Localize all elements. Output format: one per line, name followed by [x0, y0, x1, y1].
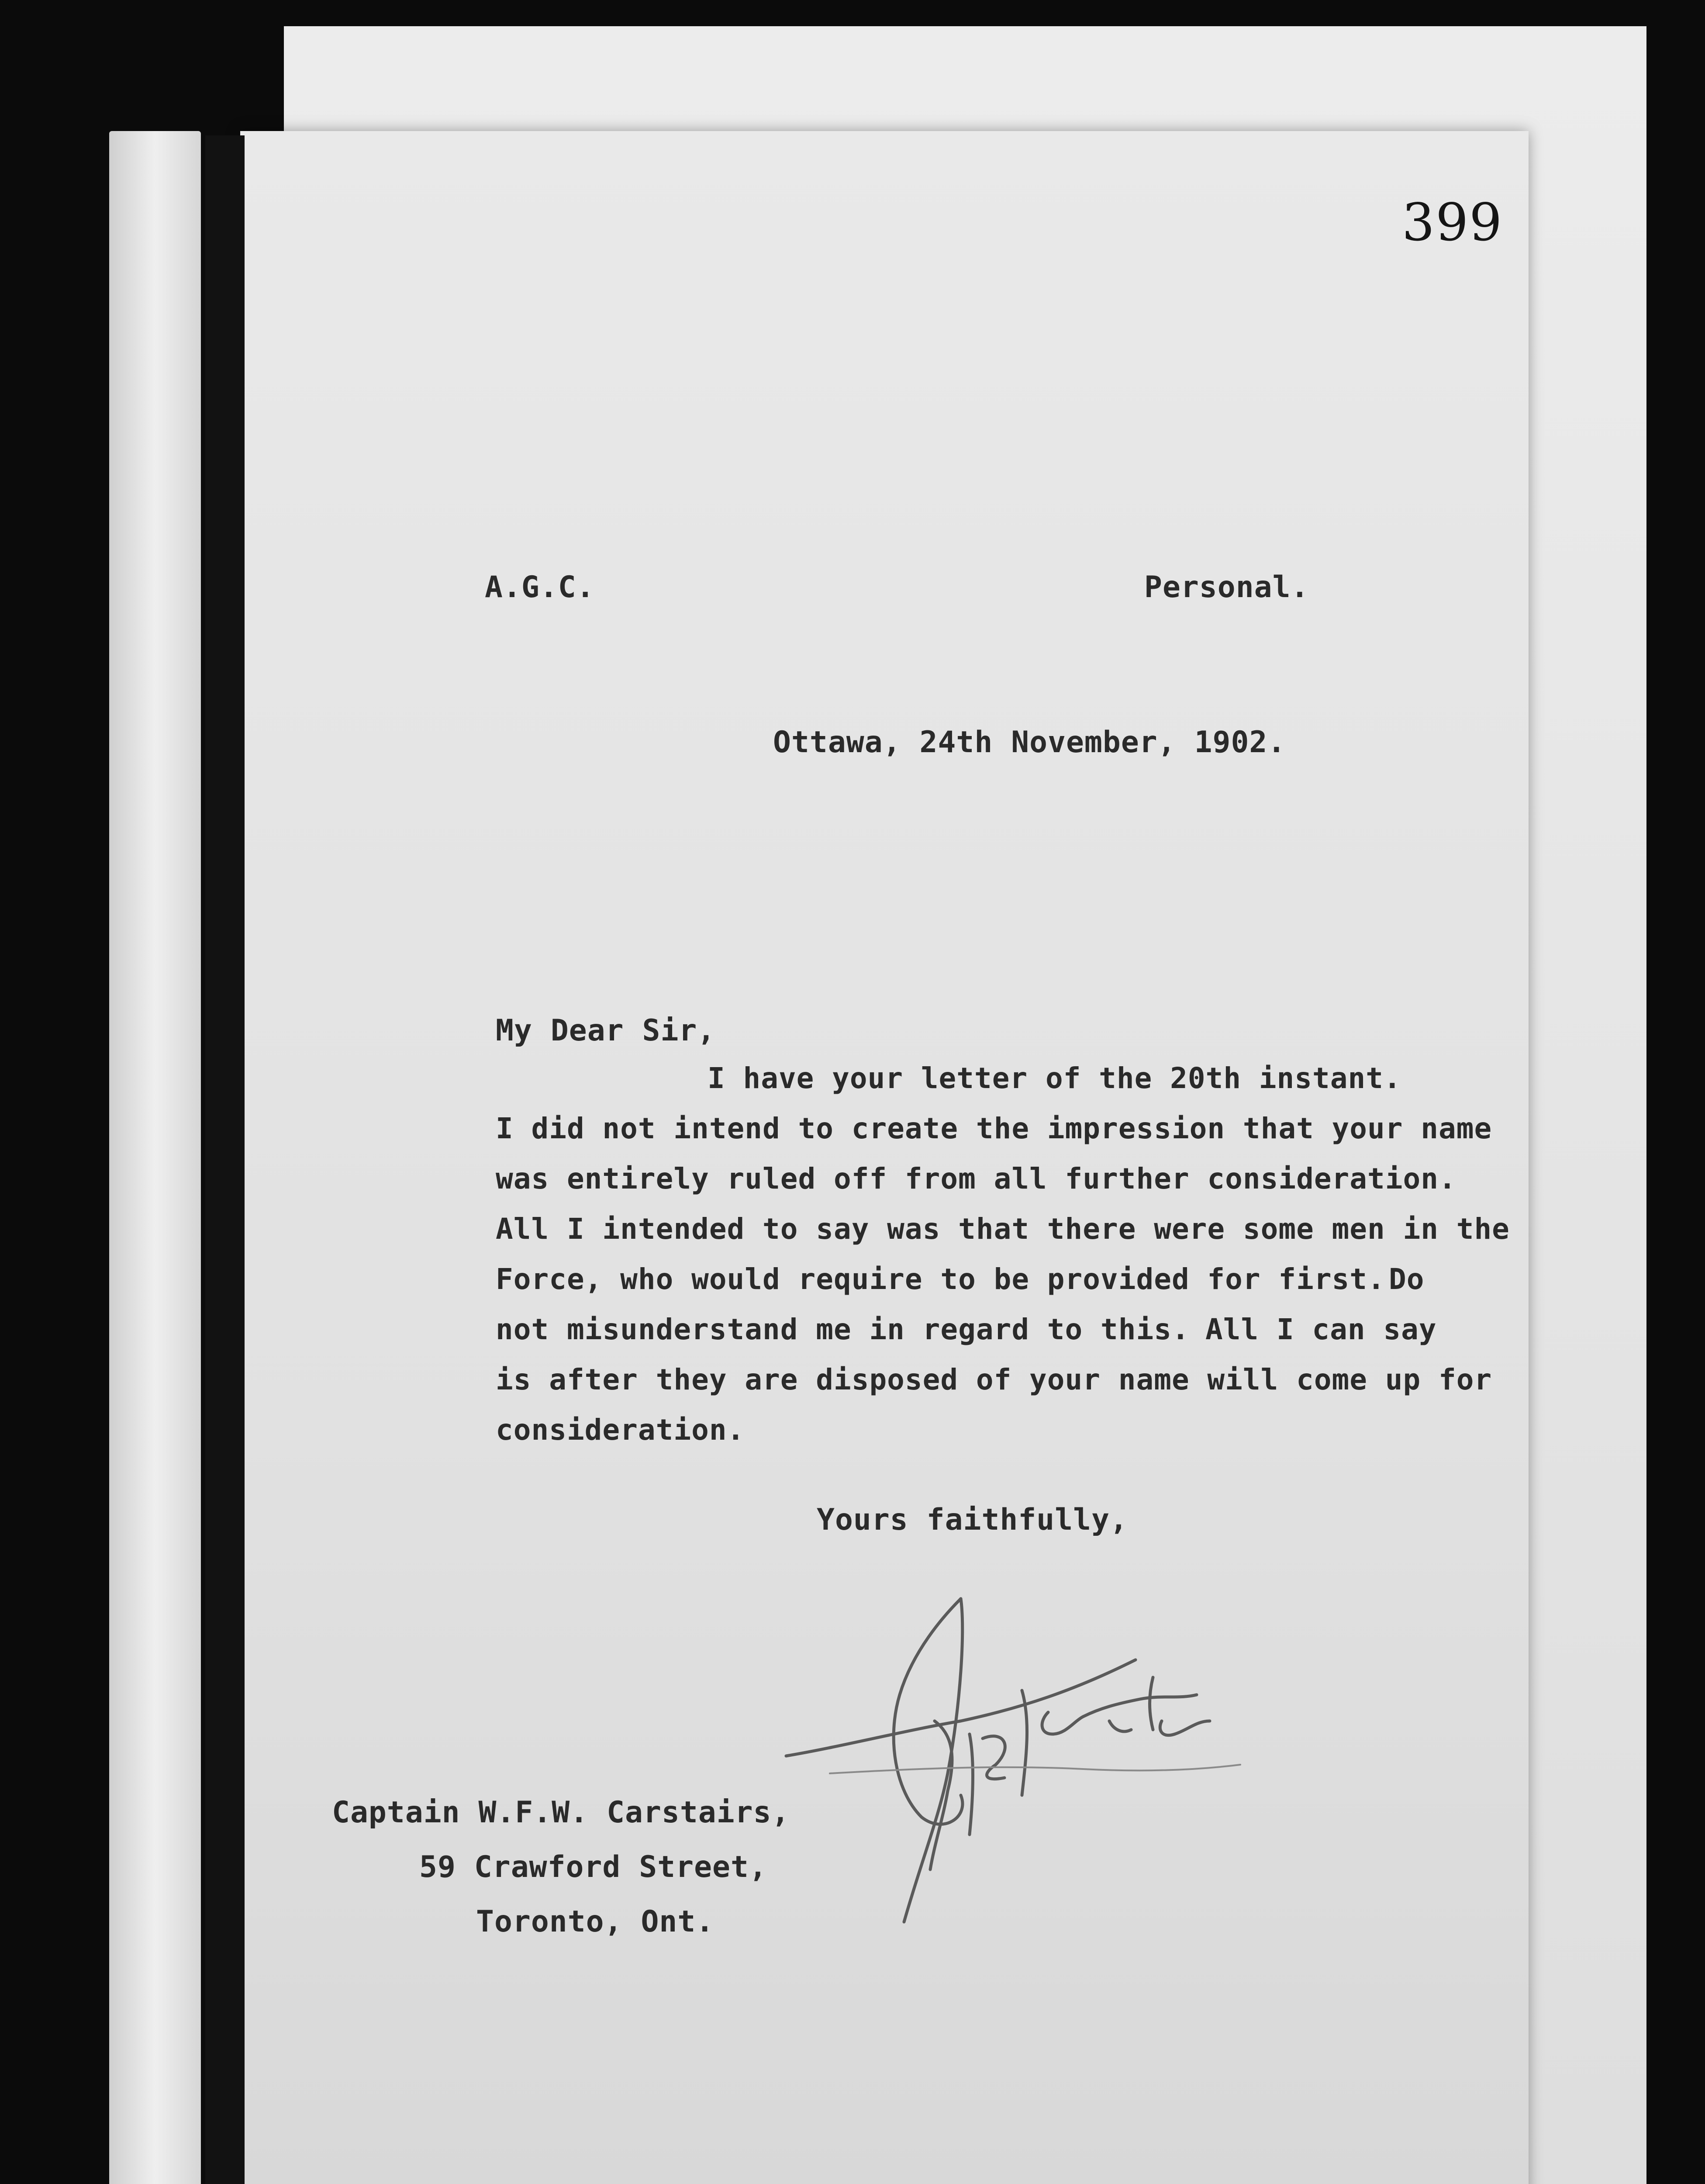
signature [777, 1590, 1258, 1948]
addressee-city: Toronto, Ont. [476, 1904, 714, 1939]
body-line: I did not intend to create the impression that your name [496, 1112, 1492, 1145]
body-line: not misunderstand me in regard to this. [496, 1313, 1190, 1346]
body-line: All I intended to say was that there were some men in the [496, 1212, 1510, 1246]
date-line: Ottawa, 24th November, 1902. [773, 725, 1286, 760]
salutation: My Dear Sir, [496, 1013, 716, 1048]
body-line: is after they are disposed of your name will come up for [496, 1363, 1492, 1396]
body-line: All I can say [1205, 1313, 1437, 1346]
left-page-edge [109, 131, 201, 2184]
body-line: was entirely ruled off from all further consideration. [496, 1162, 1456, 1196]
closing: Yours faithfully, [817, 1503, 1128, 1537]
binding-shadow [205, 135, 245, 2184]
body-line: I have your letter of the 20th instant. [708, 1061, 1401, 1095]
page-number: 399 [1402, 192, 1503, 252]
addressee-name: Captain W.F.W. Carstairs, [332, 1795, 790, 1830]
body-line: Force, who would require to be provided for first. [496, 1262, 1385, 1296]
addressee-street: 59 Crawford Street, [419, 1850, 767, 1884]
header-personal: Personal. [1144, 570, 1309, 605]
body-line: consideration. [496, 1413, 745, 1447]
body-line: Do [1389, 1262, 1425, 1296]
header-reference: A.G.C. [485, 570, 595, 605]
